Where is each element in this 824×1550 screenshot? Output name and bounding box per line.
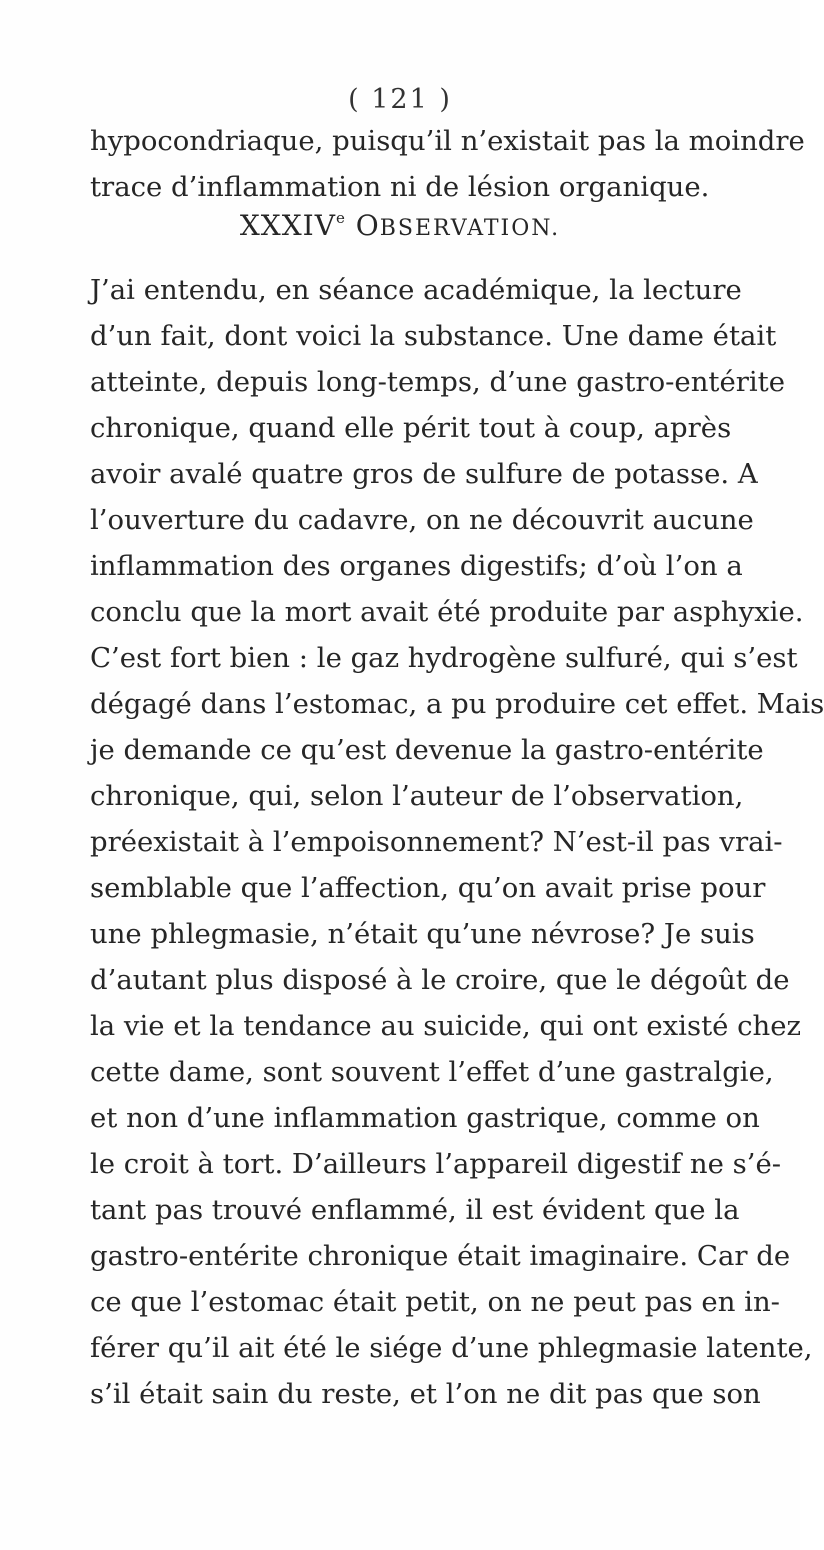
body-paragraph bbox=[90, 267, 824, 1417]
text-line: une phlegmasie, n’était qu’une névrose? Je suis bbox=[90, 918, 755, 950]
text-line: je demande ce qu’est devenue la gastro-entérite bbox=[90, 734, 764, 766]
text-line: chronique, qui, selon l’auteur de l’observation, bbox=[90, 780, 744, 812]
text-line: semblable que l’affection, qu’on avait prise pour bbox=[90, 872, 766, 904]
text-line: atteinte, depuis long-temps, d’une gastro-entérite bbox=[90, 366, 786, 398]
text-line: gastro-entérite chronique était imaginaire. Car de bbox=[90, 1240, 791, 1272]
text-line: la vie et la tendance au suicide, qui ont existé chez bbox=[90, 1010, 802, 1042]
text-line: C’est fort bien : le gaz hydrogène sulfuré, qui s’est bbox=[90, 642, 798, 674]
text-line: férer qu’il ait été le siége d’une phlegmasie latente, bbox=[90, 1332, 813, 1364]
heading-title-initial: O bbox=[355, 209, 380, 242]
text-line: ce que l’estomac était petit, on ne peut pas en in- bbox=[90, 1286, 780, 1318]
heading-superscript: e bbox=[335, 209, 346, 227]
intro-paragraph bbox=[90, 118, 805, 210]
text-line: d’autant plus disposé à le croire, que le dégoût de bbox=[90, 964, 790, 996]
text-line: cette dame, sont souvent l’effet d’une gastralgie, bbox=[90, 1056, 774, 1088]
text-line: chronique, quand elle périt tout à coup, après bbox=[90, 412, 732, 444]
text-line: l’ouverture du cadavre, on ne découvrit aucune bbox=[90, 504, 754, 536]
section-heading bbox=[0, 209, 800, 242]
text-line: conclu que la mort avait été produite par asphyxie. bbox=[90, 596, 804, 628]
text-line: inflammation des organes digestifs; d’où l’on a bbox=[90, 550, 743, 582]
text-line: dégagé dans l’estomac, a pu produire cet effet. Mais bbox=[90, 688, 824, 720]
text-line: et non d’une inflammation gastrique, comme on bbox=[90, 1102, 760, 1134]
heading-title-rest: BSERVATION. bbox=[379, 216, 561, 241]
text-line: s’il était sain du reste, et l’on ne dit pas que son bbox=[90, 1378, 761, 1410]
text-line: le croit à tort. D’ailleurs l’appareil digestif ne s’é- bbox=[90, 1148, 782, 1180]
text-line: avoir avalé quatre gros de sulfure de potasse. A bbox=[90, 458, 758, 490]
text-line: préexistait à l’empoisonnement? N’est-il pas vrai- bbox=[90, 826, 783, 858]
text-line: d’un fait, dont voici la substance. Une dame était bbox=[90, 320, 777, 352]
page-number: ( 121 ) bbox=[348, 84, 452, 115]
text-line: hypocondriaque, puisqu’il n’existait pas la moindre bbox=[90, 125, 805, 157]
text-line: trace d’inflammation ni de lésion organique. bbox=[90, 171, 710, 203]
heading-numeral: XXXIV bbox=[239, 209, 336, 242]
text-line: tant pas trouvé enflammé, il est évident que la bbox=[90, 1194, 740, 1226]
text-line: J’ai entendu, en séance académique, la lecture bbox=[90, 274, 742, 306]
